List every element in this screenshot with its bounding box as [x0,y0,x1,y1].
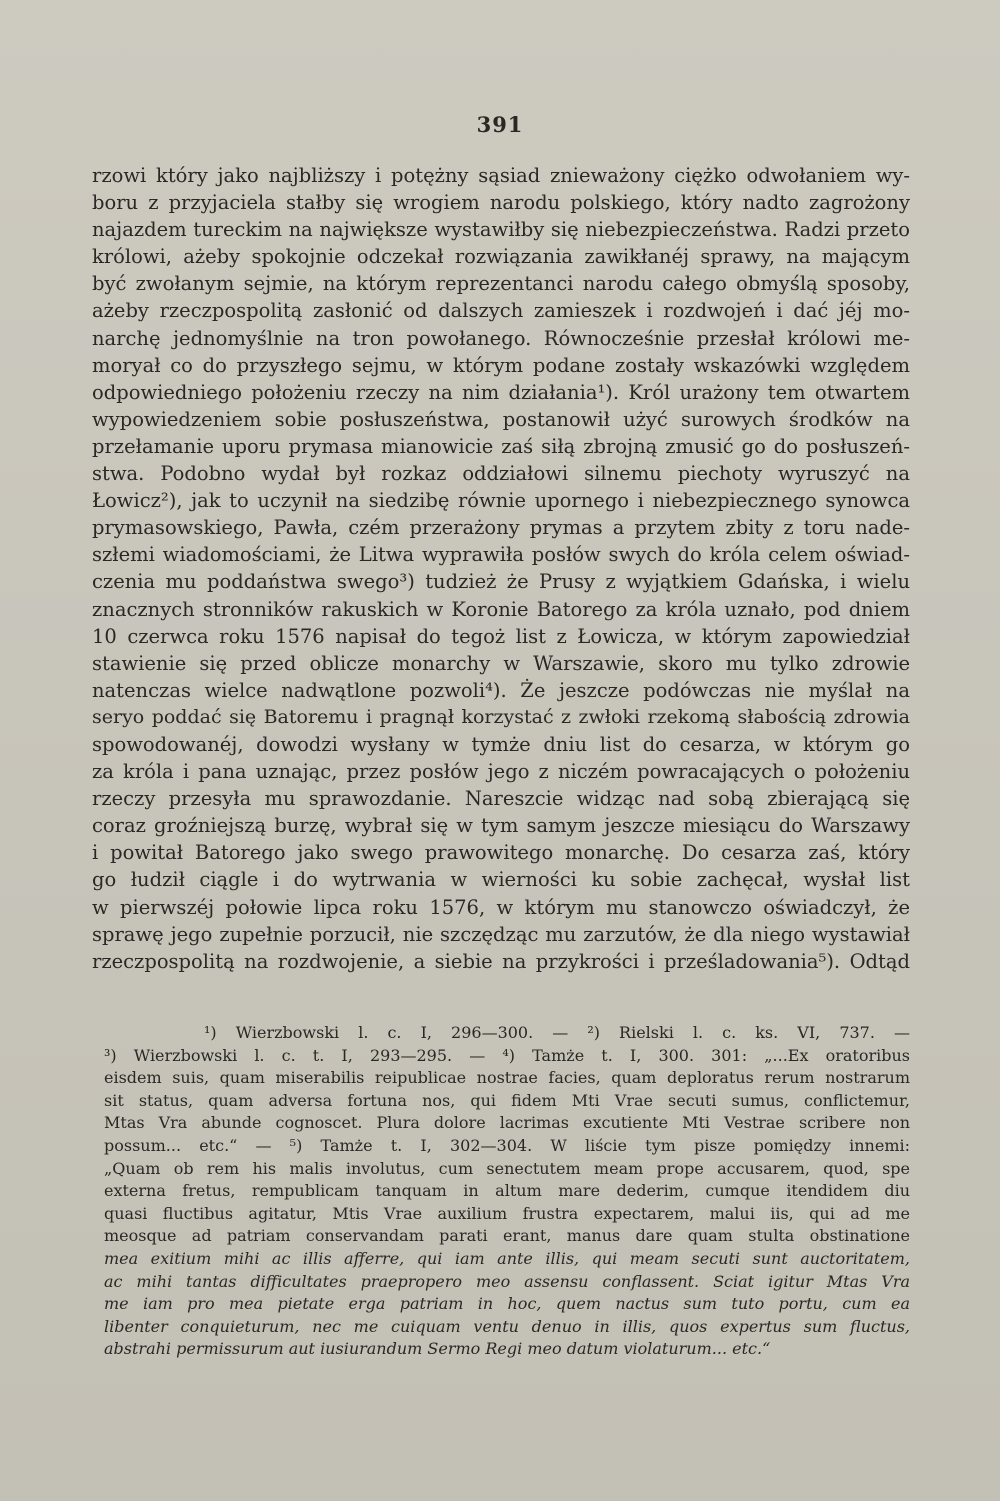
footnote-line: eisdem suis, quam miserabilis reipublicae nostrae facies, quam deploratus rerum nostrarum [104,1068,910,1088]
body-line: znacznych stronników rakuskich w Koronie Batorego za króla uznało, pod dniem [92,597,910,621]
body-line: narchę jednomyślnie na tron powołanego. Równocześnie przesłał królowi me- [92,326,910,350]
body-line: seryo poddać się Batoremu i pragnął korzystać z zwłoki rzekomą słabością zdrowia [92,705,910,728]
footnote-line: ac mihi tantas difficultates praepropero meo assensu conflassent. Sciat igitur Mtas Vra [104,1271,910,1291]
footnote-line: mea exitium mihi ac illis afferre, qui iam ante illis, qui meam secuti sunt auctoritatem, [104,1248,910,1268]
body-line: go łudził ciągle i do wytrwania w wierności ku sobie zachęcał, wysłał list [92,868,910,892]
footnote-line: sit status, quam adversa fortuna nos, qui fidem Mti Vrae secuti sumus, conflictemur, [104,1090,910,1110]
body-line: stawienie się przed oblicze monarchy w Warszawie, skoro mu tylko zdrowie [92,651,910,675]
body-line: najazdem tureckim na największe wystawiłby się niebezpieczeństwa. Radzi przeto [92,218,910,242]
footnotes [104,1022,910,1361]
body-line: 10 czerwca roku 1576 napisał do tegoż list z Łowicza, w którym zapowiedział [92,624,910,648]
body-line: prymasowskiego, Pawła, czém przerażony prymas a przytem zbity z toru nade- [92,516,910,540]
footnote-line: ¹) Wierzbowski l. c. I, 296—300. — ²) Rielski l. c. ks. VI, 737. — [204,1023,910,1042]
footnote-line: ³) Wierzbowski l. c. t. I, 293—295. — ⁴) Tamże t. I, 300. 301: „...Ex oratoribus [104,1045,910,1065]
body-line: moryał co do przyszłego sejmu, w którym podane zostały wskazówki względem [92,353,910,377]
body-line: sprawę jego zupełnie porzucił, nie szczędząc mu zarzutów, że dla niego wystawiał [92,922,910,946]
body-line: rzeczpospolitą na rozdwojenie, a siebie na przykrości i prześladowania⁵). Odtąd [92,949,910,973]
body-line: Łowicz²), jak to uczynił na siedzibę równie upornego i niebezpiecznego synowca [92,489,910,513]
footnote-line: me iam pro mea pietate erga patriam in hoc, quem nactus sum tuto portu, cum ea [104,1294,910,1314]
body-text [92,162,910,975]
body-line: ażeby rzeczpospolitą zasłonić od dalszych zamieszek i rozdwojeń i dać jéj mo- [92,299,910,323]
body-line: wypowiedzeniem sobie posłuszeństwa, postanowił użyć surowych środków na [92,407,910,431]
footnote-line: quasi fluctibus agitatur, Mtis Vrae auxilium frustra expectarem, malui iis, qui ad me [104,1203,910,1223]
body-line: rzowi który jako najbliższy i potężny sąsiad znieważony ciężko odwołaniem wy- [92,164,910,187]
body-line: szłemi wiadomościami, że Litwa wyprawiła posłów swych do króla celem oświad- [92,543,910,567]
body-line: być zwołanym sejmie, na którym reprezentanci narodu całego obmyślą sposoby, [92,272,910,296]
body-line: natenczas wielce nadwątlone pozwoli⁴). Że jeszcze podówczas nie myślał na [92,678,910,702]
footnote-line: possum... etc.“ — ⁵) Tamże t. I, 302—304. W liście tym pisze pomiędzy innemi: [104,1135,910,1155]
footnote-line: meosque ad patriam conservandam parati erant, manus dare quam stulta obstinatione [104,1226,910,1246]
footnote-line: „Quam ob rem his malis involutus, cum senectutem meam prope accusarem, quod, spe [104,1158,910,1178]
body-line: w pierwszéj połowie lipca roku 1576, w którym mu stanowczo oświadczył, że [92,895,910,919]
footnote-line: externa fretus, rempublicam tanquam in altum mare dederim, cumque itendidem diu [104,1181,910,1201]
footnote-line: abstrahi permissurum aut iusiurandum Sermo Regi meo datum violaturum... etc.“ [104,1339,771,1359]
body-line: czenia mu poddaństwa swego³) tudzież że Prusy z wyjątkiem Gdańska, i wielu [92,570,910,594]
footnote-line: Mtas Vra abunde cognoscet. Plura dolore lacrimas excutiente Mti Vestrae scribere non [104,1113,910,1133]
page-number: 391 [476,112,524,137]
body-line: i powitał Batorego jako swego prawowitego monarchę. Do cesarza zaś, który [92,841,910,865]
body-line: odpowiedniego położeniu rzeczy na nim działania¹). Król urażony tem otwartem [92,380,910,404]
body-line: królowi, ażeby spokojnie odczekał rozwiązania zawikłanéj sprawy, na mającym [92,245,910,269]
body-line: boru z przyjaciela stałby się wrogiem narodu polskiego, który nadto zagrożony [92,191,910,215]
footnote-line: libenter conquieturum, nec me cuiquam ventu denuo in illis, quos expertus sum fluctus, [104,1316,910,1336]
body-line: za króla i pana uznając, przez posłów jego z niczém powracających o położeniu [92,760,910,784]
body-line: rzeczy przesyła mu sprawozdanie. Nareszcie widząc nad sobą zbierającą się [92,787,910,811]
body-line: coraz groźniejszą burzę, wybrał się w tym samym jeszcze miesiącu do Warszawy [92,814,910,838]
body-line: spowodowanéj, dowodzi wysłany w tymże dniu list do cesarza, w którym go [92,732,910,756]
body-line: przełamanie uporu prymasa mianowicie zaś siłą zbrojną zmusić go do posłuszeń- [92,434,910,458]
body-line: stwa. Podobno wydał był rozkaz oddziałowi silnemu piechoty wyruszyć na [92,462,910,486]
